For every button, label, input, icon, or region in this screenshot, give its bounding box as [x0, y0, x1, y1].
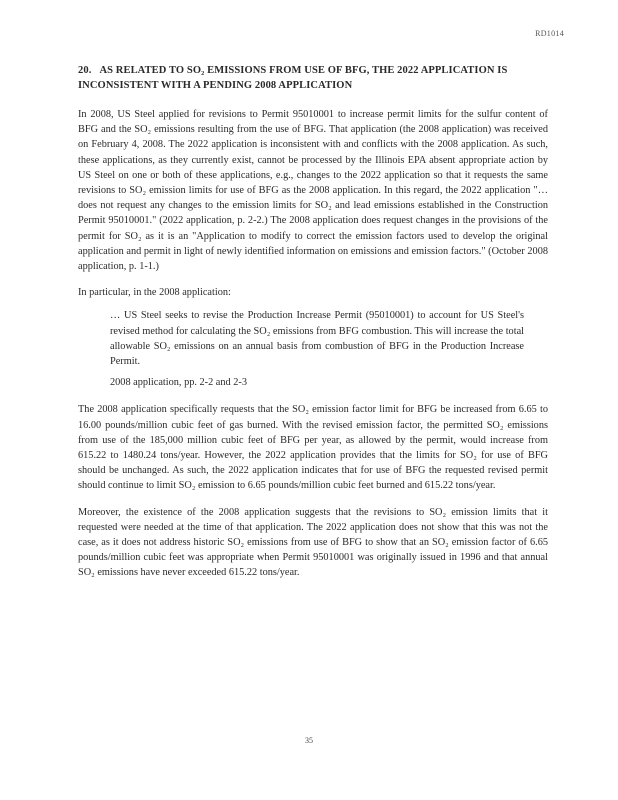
paragraph-2-intro: In particular, in the 2008 application: [78, 287, 231, 299]
document-id: RD1014 [535, 29, 564, 38]
block-quote: … US Steel seeks to revise the Production Increase Permit (95010001) to account for US Steel's revised method for calculating the SO₂ emissions from BFG combustion. This will increase the total allowable SO₂ emissions on an annual basis from combustion of BFG in the Production Increase Permit. [110, 310, 524, 368]
paragraph-1: In 2008, US Steel applied for revisions to Permit 95010001 to increase permit limits for the sulfur content of BFG and the SO₂ emissions resulting from the use of BFG. That application (the 2008 application) was received on February 4, 2008. The 2022 application is inconsistent with and conflicts with the 2008 application. As such, these applications, as they currently exist, cannot be processed by the Illinois EPA absent appropriate action by US Steel on one or both of these applications, e.g., changes to the 2022 application so that it requests the same revisions to SO₂ emission limits for use of BFG as the 2008 application. In this regard, the 2022 application "… does not request any changes to the emission limits for SO₂ and lead emissions established in the Construction Permit 95010001." (2022 application, p. 2-2.) The 2008 application does request changes in the provisions of the permit for SO₂ as it is an "Application to modify to correct the emission factors used to develop the original application and permit in light of newly identified information on emissions and emission factors." (October 2008 application, p. 1-1.) [78, 109, 548, 273]
document-body [78, 63, 548, 592]
quote-citation: 2008 application, pp. 2-2 and 2-3 [110, 377, 247, 389]
section-number: 20. [78, 65, 92, 76]
paragraph-3: The 2008 application specifically requests that the SO₂ emission factor limit for BFG be increased from 6.65 to 16.00 pounds/million cubic feet of gas burned. With the revised emission factor, the permitted SO₂ emissions from use of the 185,000 million cubic feet of BFG per year, as allowed by the permit, would increase from 615.22 to 1480.24 tons/year. However, the 2022 application provides that the limits for SO₂ for use of BFG should be unchanged. As such, the 2022 application indicates that for use of BFG the requested revised permit should continue to limit SO₂ emission to 6.65 pounds/million cubic feet burned and 615.22 tons/year. [78, 404, 548, 492]
paragraph-4: Moreover, the existence of the 2008 application suggests that the revisions to SO₂ emission limits that it requested were needed at the time of that application. The 2022 application does not show that this was not the case, as it does not address historic SO₂ emissions from use of BFG to show that an SO₂ emission factor of 6.65 pounds/million cubic feet was appropriate when Permit 95010001 was originally issued in 1996 and that annual SO₂ emissions have never exceeded 615.22 tons/year. [78, 506, 548, 579]
page-number: 35 [305, 736, 313, 745]
section-title: AS RELATED TO SO₂ EMISSIONS FROM USE OF BFG, THE 2022 APPLICATION IS INCONSISTENT WITH A PENDING 2008 APPLICATION [78, 65, 508, 91]
section-heading [78, 63, 548, 93]
